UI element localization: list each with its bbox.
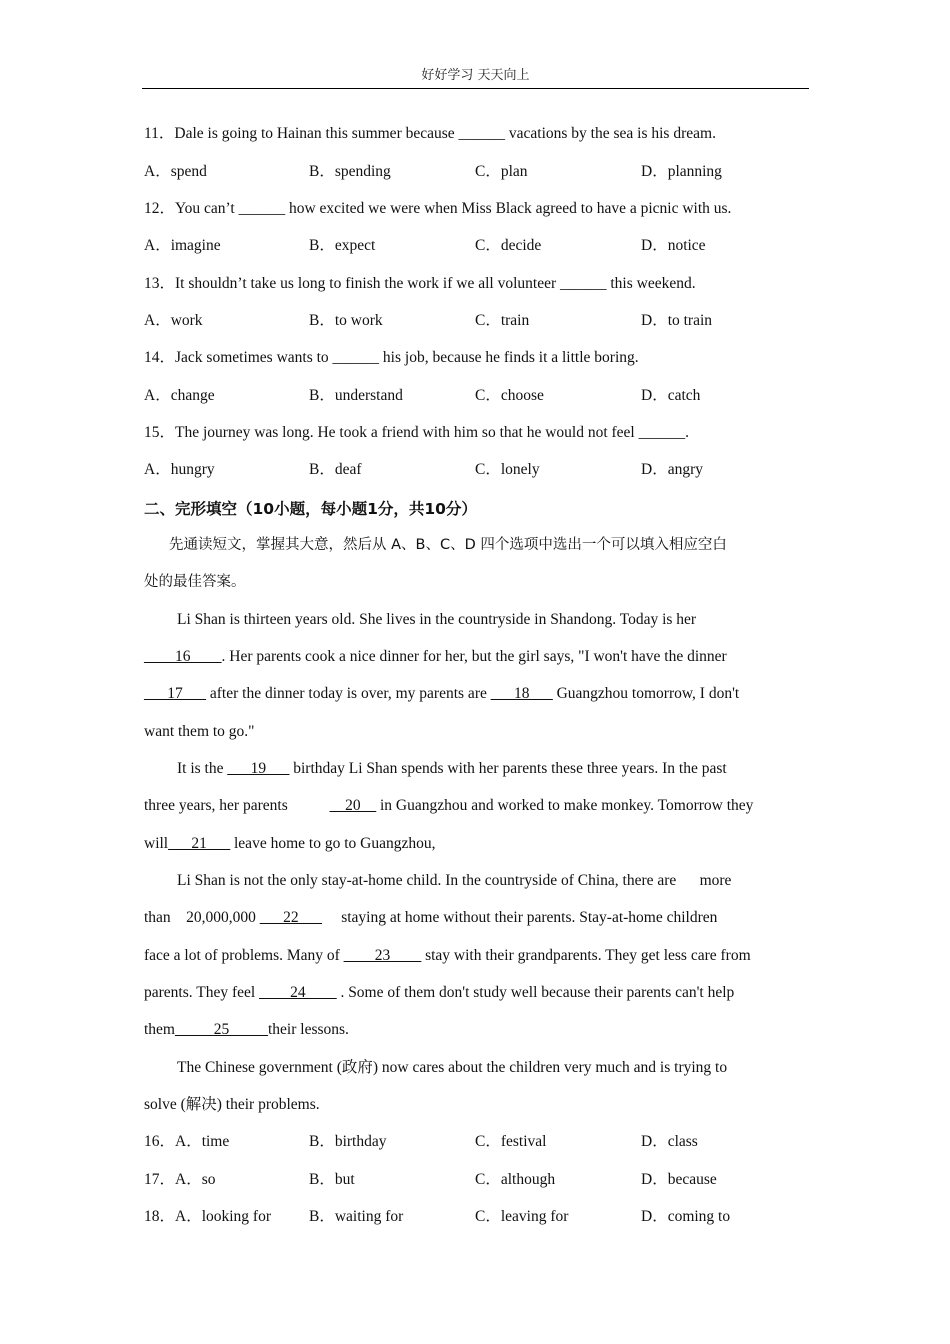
passage-line xyxy=(144,684,809,704)
option-a[interactable]: A．hungry xyxy=(144,461,215,478)
option-c[interactable]: C．lonely xyxy=(475,461,540,478)
passage-text: stay with their grandparents. They get less care from xyxy=(421,947,751,964)
option-d[interactable]: D．because xyxy=(641,1171,717,1188)
option-c[interactable]: C．plan xyxy=(475,163,528,180)
question-15-stem: 15．The journey was long. He took a friend with him so that he would not feel ______. xyxy=(144,424,689,441)
blank-16: ____16____ xyxy=(144,648,222,665)
passage-line xyxy=(144,796,809,816)
option-a[interactable]: 17．A．so xyxy=(144,1171,216,1188)
passage-text: leave home to go to Guangzhou, xyxy=(230,835,436,852)
blank-23: ____23____ xyxy=(343,947,422,964)
passage-line xyxy=(144,946,809,966)
question-13-stem: 13．It shouldn’t take us long to finish the work if we all volunteer ______ this weekend. xyxy=(144,275,696,292)
section-instruction-cont: 处的最佳答案。 xyxy=(144,574,246,590)
passage-text: It is the xyxy=(177,760,228,777)
option-a[interactable]: 16．A．time xyxy=(144,1133,230,1150)
passage-line: want them to go." xyxy=(144,723,255,740)
option-c[interactable]: C．choose xyxy=(475,387,544,404)
blank-25: _____25_____ xyxy=(175,1021,268,1038)
passage-text: them xyxy=(144,1021,175,1038)
blank-17: ___17___ xyxy=(144,685,206,702)
option-c[interactable]: C．decide xyxy=(475,237,542,254)
blank-24: ____24____ xyxy=(259,984,337,1001)
option-d[interactable]: D．to train xyxy=(641,312,713,329)
option-b[interactable]: B．spending xyxy=(309,163,391,180)
passage-line: The Chinese government (政府) now cares about the children very much and is trying to xyxy=(177,1059,728,1076)
question-14-stem: 14．Jack sometimes wants to ______ his job, because he finds it a little boring. xyxy=(144,349,639,366)
option-b[interactable]: B．but xyxy=(309,1171,355,1188)
passage-text: Guangzhou tomorrow, I don't xyxy=(552,685,740,702)
option-c[interactable]: C．although xyxy=(475,1171,556,1188)
option-d[interactable]: D．planning xyxy=(641,163,722,180)
section-title: 二、完形填空（10小题，每小题1分，共10分） xyxy=(144,500,477,518)
blank-20: __20__ xyxy=(329,797,377,814)
passage-text: will xyxy=(144,835,169,852)
passage-text: three years, her parents xyxy=(144,797,292,814)
blank-21: ___21___ xyxy=(168,835,231,852)
option-d[interactable]: D．coming to xyxy=(641,1208,731,1225)
page-header: 好好学习 天天向上 xyxy=(421,68,530,83)
option-b[interactable]: B．deaf xyxy=(309,461,362,478)
passage-line xyxy=(144,983,809,1003)
passage-text: than 20,000,000 xyxy=(144,909,260,926)
passage-text: face a lot of problems. Many of xyxy=(144,947,344,964)
option-d[interactable]: D．class xyxy=(641,1133,698,1150)
passage-text: parents. They feel xyxy=(144,984,260,1001)
passage-line xyxy=(144,834,809,854)
passage-text: in Guangzhou and worked to make monkey. Tomorrow they xyxy=(376,797,754,814)
section-instruction: 先通读短文，掌握其大意，然后从 A、B、C、D 四个选项中选出一个可以填入相应空白 xyxy=(169,537,727,553)
passage-line: solve (解决) their problems. xyxy=(144,1096,320,1113)
option-a[interactable]: A．imagine xyxy=(144,237,221,254)
passage-line xyxy=(144,1020,809,1040)
option-a[interactable]: 18．A．looking for xyxy=(144,1208,272,1225)
option-d[interactable]: D．notice xyxy=(641,237,706,254)
option-b[interactable]: B．understand xyxy=(309,387,403,404)
option-c[interactable]: C．train xyxy=(475,312,530,329)
option-d[interactable]: D．catch xyxy=(641,387,701,404)
passage-text: after the dinner today is over, my parents are xyxy=(206,685,491,702)
option-b[interactable]: B．to work xyxy=(309,312,383,329)
option-b[interactable]: B．birthday xyxy=(309,1133,387,1150)
passage-line xyxy=(144,908,809,928)
header-divider xyxy=(142,88,809,89)
passage-text: staying at home without their parents. Stay-at-home children xyxy=(321,909,718,926)
option-b[interactable]: B．expect xyxy=(309,237,376,254)
passage-line xyxy=(144,759,842,779)
option-a[interactable]: A．work xyxy=(144,312,203,329)
passage-line: Li Shan is not the only stay-at-home child. In the countryside of China, there are more xyxy=(177,872,732,889)
option-a[interactable]: A．spend xyxy=(144,163,207,180)
passage-text: . Her parents cook a nice dinner for her, but the girl says, "I won't have the dinner xyxy=(221,648,727,665)
option-b[interactable]: B．waiting for xyxy=(309,1208,404,1225)
passage-line: Li Shan is thirteen years old. She lives in the countryside in Shandong. Today is her xyxy=(177,611,697,628)
question-11-stem: 11．Dale is going to Hainan this summer because ______ vacations by the sea is his dream. xyxy=(144,125,716,142)
passage-text: their lessons. xyxy=(268,1021,349,1038)
blank-18: ___18___ xyxy=(490,685,553,702)
passage-text: . Some of them don't study well because their parents can't help xyxy=(336,984,735,1001)
passage-line xyxy=(144,647,809,667)
option-d[interactable]: D．angry xyxy=(641,461,703,478)
blank-19: ___19___ xyxy=(227,760,290,777)
option-c[interactable]: C．festival xyxy=(475,1133,547,1150)
passage-text: birthday Li Shan spends with her parents these three years. In the past xyxy=(289,760,727,777)
option-c[interactable]: C．leaving for xyxy=(475,1208,569,1225)
option-a[interactable]: A．change xyxy=(144,387,215,404)
blank-22: ___22___ xyxy=(259,909,322,926)
question-12-stem: 12．You can’t ______ how excited we were when Miss Black agreed to have a picnic with us. xyxy=(144,200,732,217)
